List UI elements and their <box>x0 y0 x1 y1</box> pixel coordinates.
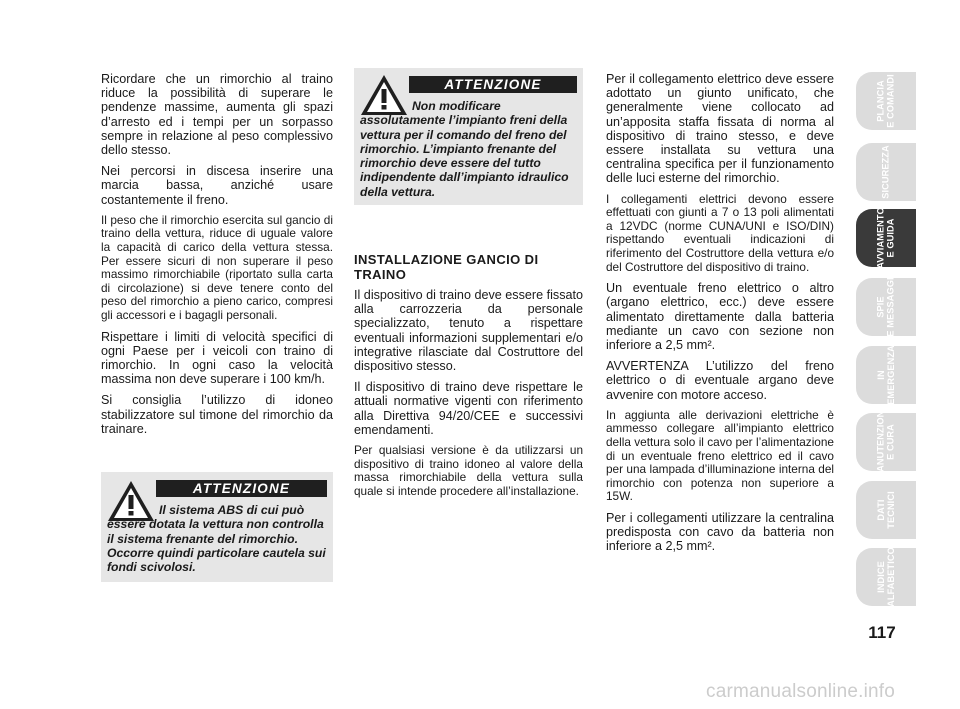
paragraph: Per qualsiasi versione è da utilizzarsi un dispositivo di traino idoneo al valore della massa rimorchiabile della vettura sulla quale si intende procedere all’installazione. <box>354 443 583 498</box>
paragraph: Ricordare che un rimorchio al traino riduce la possibilità di superare le pendenze massime, aumenta gli spazi d’arresto ed i tempi per un sorpasso sempre in relazione al peso complessivo dello stesso. <box>101 72 333 158</box>
text-column-middle <box>354 252 583 505</box>
tab-label: AVVIAMENTO E GUIDA <box>876 207 896 269</box>
warning-text: Non modificare assolutamente l’impianto freni della vettura per il comando del freno del rimorchio. L’impianto frenante del rimorchio deve essere del tutto indipendente dall’impianto idraulico della vettura. <box>360 99 569 199</box>
paragraph: Rispettare i limiti di velocità specifici di ogni Paese per i veicoli con traino di rimorchio. In ogni caso la velocità massima non deve superare i 100 km/h. <box>101 329 333 387</box>
paragraph: Per i collegamenti utilizzare la centralina predisposta con cavo da batteria non inferiore a 2,5 mm². <box>606 510 834 554</box>
tab-label: DATI TECNICI <box>876 491 896 529</box>
paragraph: Si consiglia l’utilizzo di idoneo stabilizzatore sul timone del rimorchio da trainare. <box>101 393 333 436</box>
tab-label: MANUTENZIONE E CURA <box>876 404 896 480</box>
tab-avviamento-e-guida[interactable] <box>856 209 916 267</box>
tab-label: IN EMERGENZA <box>875 345 896 405</box>
tab-spie-e-messaggi[interactable] <box>856 278 916 336</box>
tab-sicurezza[interactable] <box>856 143 916 201</box>
tab-plancia-e-comandi[interactable] <box>856 72 916 130</box>
paragraph: Per il collegamento elettrico deve essere adottato un giunto unificato, che generalmente viene collocato ad un’apposita staffa fissata di norma al dispositivo di traino stesso, e deve essere installata su vettura una centralina specifica per il funzionamento delle luci esterne del rimorchio. <box>606 72 834 186</box>
paragraph: Un eventuale freno elettrico o altro (argano elettrico, ecc.) deve essere alimentato direttamente dalla batteria mediante un cavo con sezione non inferiore a 2,5 mm². <box>606 281 834 352</box>
warning-title: ATTENZIONE <box>409 76 577 93</box>
paragraph: Il dispositivo di traino deve rispettare le attuali normative vigenti con riferimento alla Direttiva 94/20/CEE e successivi emendamenti. <box>354 380 583 437</box>
paragraph: In aggiunta alle derivazioni elettriche è ammesso collegare all’impianto elettrico della vettura solo il cavo per l’alimentazione di un eventuale freno elettrico ed il cavo per una lampada d’illuminazione interna del rimorchio con potenza non superiore a 15W. <box>606 407 834 504</box>
section-heading: INSTALLAZIONE GANCIO DI TRAINO <box>354 252 539 282</box>
paragraph: AVVERTENZA L’utilizzo del freno elettrico o di eventuale argano deve avvenire con motore acceso. <box>606 359 834 402</box>
tab-label: PLANCIA E COMANDI <box>875 74 896 128</box>
watermark: carmanualsonline.info <box>706 681 896 702</box>
tab-indice-alfabetico[interactable] <box>856 548 916 606</box>
tab-dati-tecnici[interactable] <box>856 481 916 539</box>
paragraph: I collegamenti elettrici devono essere effettuati con giunti a 7 o 13 poli alimentati a 12VDC (norme CUNA/UNI e ISO/DIN) rispettando eventuali indicazioni di riferimento del Costruttore della vettura e/o del Costruttore del dispositivo di traino. <box>606 191 834 274</box>
tab-in-emergenza[interactable] <box>856 346 916 404</box>
text-column-right <box>606 72 834 561</box>
tab-manutenzione-e-cura[interactable] <box>856 404 916 480</box>
tab-label: SPIE E MESSAGGI <box>875 277 896 337</box>
warning-box-abs <box>101 472 333 582</box>
text-column-left <box>101 72 333 443</box>
tab-label: INDICE ALFABETICO <box>875 547 896 607</box>
paragraph: Nei percorsi in discesa inserire una marcia bassa, anziché usare costantemente il freno. <box>101 164 333 207</box>
paragraph: Il dispositivo di traino deve essere fissato alla carrozzeria da personale specializzato, tenuto a rispettare eventuali informazioni supplementari e/o integrative rilasciate dal Costruttore del dispositivo stesso. <box>354 288 583 374</box>
tab-label: SICUREZZA <box>880 145 891 199</box>
page-number: 117 <box>868 623 896 642</box>
paragraph: Il peso che il rimorchio esercita sul gancio di traino della vettura, riduce di uguale valore la capacità di carico della vettura stessa. Per essere sicuri di non superare il peso massimo rimorchiabile (riportato sulla carta di circolazione) si deve tenere conto del peso del rimorchio a pieno carico, compresi gli accessori e i bagagli personali. <box>101 212 333 322</box>
warning-text: Il sistema ABS di cui può essere dotata la vettura non controlla il sistema frenante del rimorchio. Occorre quindi particolare cautela sui fondi scivolosi. <box>107 503 326 575</box>
warning-box-brakes <box>354 68 583 205</box>
warning-title: ATTENZIONE <box>156 480 327 497</box>
